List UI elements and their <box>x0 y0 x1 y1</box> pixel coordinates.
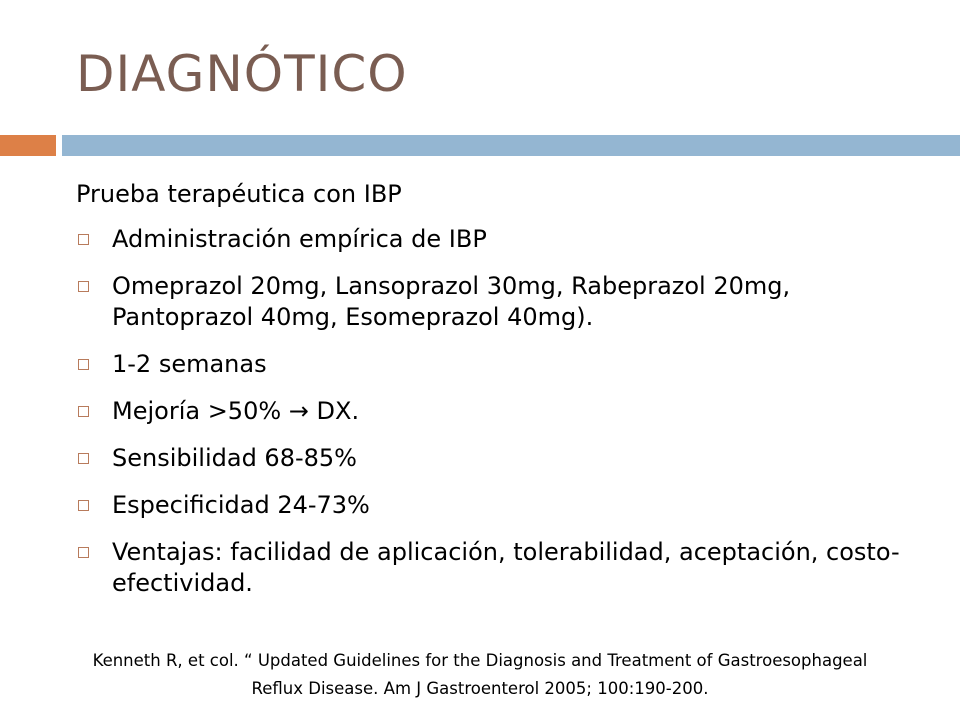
list-item <box>76 537 936 599</box>
hollow-square-icon <box>78 281 89 292</box>
bullet-text: Omeprazol 20mg, Lansoprazol 30mg, Rabeprazol 20mg, Pantoprazol 40mg, Esomeprazol 40mg). <box>112 272 791 331</box>
hollow-square-icon <box>78 453 89 464</box>
intro-text: Prueba terapéutica con IBP <box>76 180 402 208</box>
bullet-list <box>76 224 936 599</box>
hollow-square-icon <box>78 359 89 370</box>
bullet-text: Especificidad 24-73% <box>112 491 370 519</box>
list-item <box>76 396 936 427</box>
slide-title: DIAGNÓTICO <box>76 45 408 103</box>
bullet-text: 1-2 semanas <box>112 350 267 378</box>
hollow-square-icon <box>78 234 89 245</box>
list-item <box>76 443 936 474</box>
hollow-square-icon <box>78 500 89 511</box>
bullet-text: Sensibilidad 68-85% <box>112 444 357 472</box>
bullet-text: Ventajas: facilidad de aplicación, tolerabilidad, aceptación, costo-efectividad. <box>112 538 900 597</box>
list-item <box>76 349 936 380</box>
hollow-square-icon <box>78 547 89 558</box>
citation <box>0 647 960 703</box>
bullet-text: Mejoría >50% → DX. <box>112 397 360 425</box>
citation-line: Kenneth R, et col. “ Updated Guidelines for the Diagnosis and Treatment of Gastroesophageal <box>92 651 868 670</box>
bullet-text: Administración empírica de IBP <box>112 225 487 253</box>
title-divider-bar <box>62 135 960 156</box>
list-item <box>76 271 936 333</box>
slide-body <box>76 176 936 615</box>
list-item <box>76 224 936 255</box>
accent-bar <box>0 135 56 156</box>
hollow-square-icon <box>78 406 89 417</box>
citation-line: Reflux Disease. Am J Gastroenterol 2005; 100:190-200. <box>251 679 709 698</box>
list-item <box>76 490 936 521</box>
